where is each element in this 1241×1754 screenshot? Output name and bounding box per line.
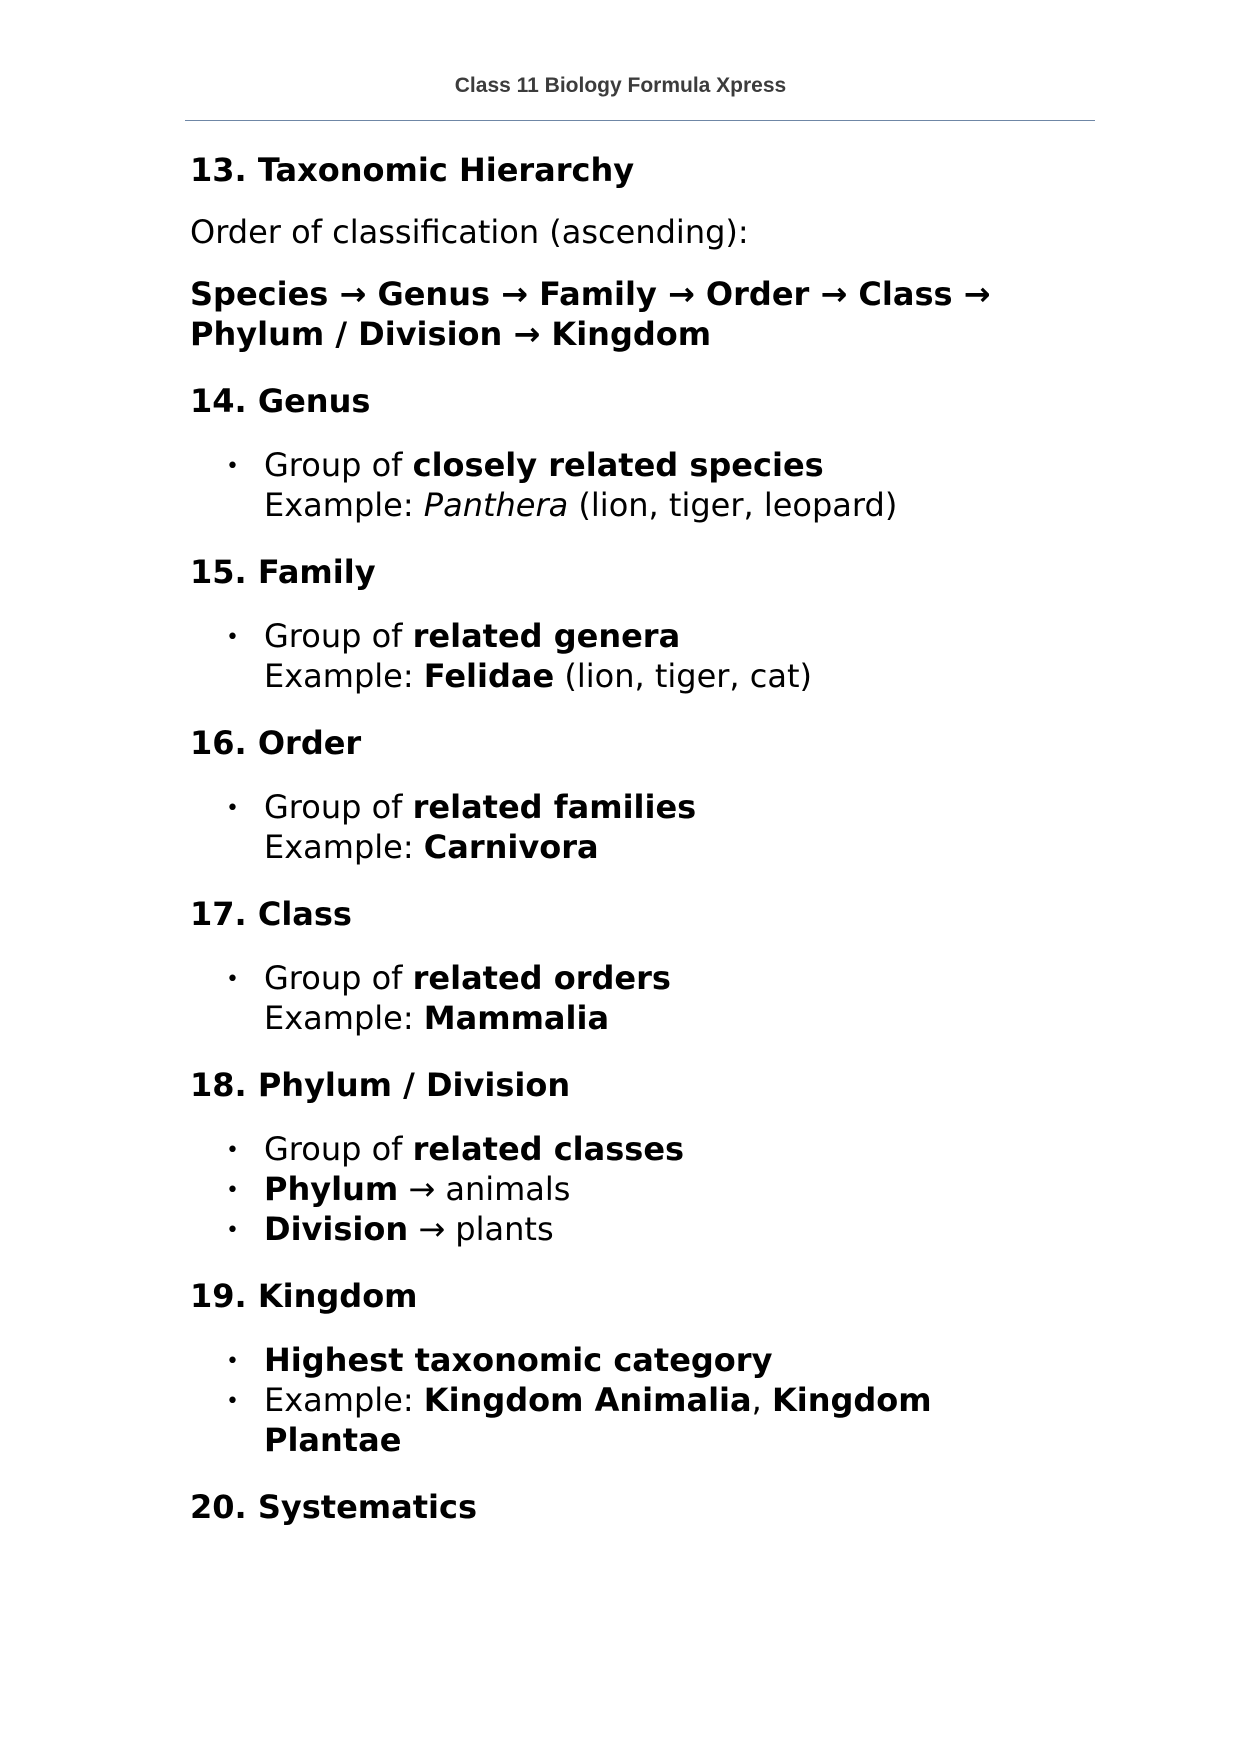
class-example-bold: Mammalia xyxy=(423,999,610,1037)
list-item xyxy=(190,1169,1090,1209)
header-divider xyxy=(185,120,1095,121)
order-example-label: Example: xyxy=(264,828,424,866)
class-def-bold: related orders xyxy=(412,959,671,997)
bullet-icon: • xyxy=(226,625,239,650)
section-13-heading: 13. Taxonomic Hierarchy xyxy=(190,151,635,189)
kingdom-example-separator: , xyxy=(751,1381,772,1419)
section-13-intro: Order of classification (ascending): xyxy=(190,213,749,251)
order-def-prefix: Group of xyxy=(264,788,413,826)
family-example-label: Example: xyxy=(264,657,424,695)
list-item xyxy=(190,958,1090,1038)
kingdom-example-bold-2b: Plantae xyxy=(264,1421,402,1459)
section-19-list xyxy=(190,1340,1090,1460)
section-19-heading: 19. Kingdom xyxy=(190,1277,418,1315)
hierarchy-chain-line-2: Phylum / Division → Kingdom xyxy=(190,315,712,353)
list-item xyxy=(190,445,1090,525)
order-def-bold: related families xyxy=(412,788,697,826)
division-term: Division xyxy=(264,1210,409,1248)
family-example-rest: (lion, tiger, cat) xyxy=(554,657,812,695)
division-term-rest: → plants xyxy=(408,1210,554,1248)
section-16-list xyxy=(190,787,1090,867)
bullet-icon: • xyxy=(226,796,239,821)
phylum-def-prefix: Group of xyxy=(264,1130,413,1168)
list-item xyxy=(190,1380,1090,1460)
genus-example-italic: Panthera xyxy=(423,486,569,524)
page-header-title: Class 11 Biology Formula Xpress xyxy=(454,74,787,97)
kingdom-example-label: Example: xyxy=(264,1381,424,1419)
section-14-list xyxy=(190,445,1090,525)
class-example-label: Example: xyxy=(264,999,424,1037)
list-item xyxy=(190,1340,1090,1380)
section-15-list xyxy=(190,616,1090,696)
section-20-heading: 20. Systematics xyxy=(190,1488,477,1526)
list-item xyxy=(190,1209,1090,1249)
genus-example-label: Example: xyxy=(264,486,424,524)
phylum-term-rest: → animals xyxy=(398,1170,571,1208)
kingdom-example-bold-1: Kingdom Animalia xyxy=(423,1381,752,1419)
genus-def-prefix: Group of xyxy=(264,446,413,484)
kingdom-example-bold-2a: Kingdom xyxy=(771,1381,932,1419)
document-body xyxy=(190,150,1090,1527)
family-def-bold: related genera xyxy=(412,617,681,655)
section-15-heading: 15. Family xyxy=(190,553,376,591)
section-14-heading: 14. Genus xyxy=(190,382,371,420)
bullet-icon: • xyxy=(226,1389,239,1414)
list-item xyxy=(190,1129,1090,1169)
genus-example-rest: (lion, tiger, leopard) xyxy=(568,486,898,524)
hierarchy-chain xyxy=(190,274,1090,354)
family-def-prefix: Group of xyxy=(264,617,413,655)
order-example-bold: Carnivora xyxy=(423,828,599,866)
bullet-icon: • xyxy=(226,1178,239,1203)
section-18-list xyxy=(190,1129,1090,1249)
bullet-icon: • xyxy=(226,1218,239,1243)
phylum-def-bold: related classes xyxy=(412,1130,685,1168)
bullet-icon: • xyxy=(226,454,239,479)
class-def-prefix: Group of xyxy=(264,959,413,997)
bullet-icon: • xyxy=(226,967,239,992)
section-18-heading: 18. Phylum / Division xyxy=(190,1066,571,1104)
phylum-term: Phylum xyxy=(264,1170,399,1208)
family-example-bold: Felidae xyxy=(423,657,555,695)
hierarchy-chain-line-1: Species → Genus → Family → Order → Class → xyxy=(190,275,991,313)
list-item xyxy=(190,787,1090,867)
list-item xyxy=(190,616,1090,696)
section-16-heading: 16. Order xyxy=(190,724,362,762)
bullet-icon: • xyxy=(226,1138,239,1163)
section-17-list xyxy=(190,958,1090,1038)
kingdom-def-bold: Highest taxonomic category xyxy=(264,1341,773,1379)
section-17-heading: 17. Class xyxy=(190,895,352,933)
genus-def-bold: closely related species xyxy=(412,446,824,484)
bullet-icon: • xyxy=(226,1349,239,1374)
